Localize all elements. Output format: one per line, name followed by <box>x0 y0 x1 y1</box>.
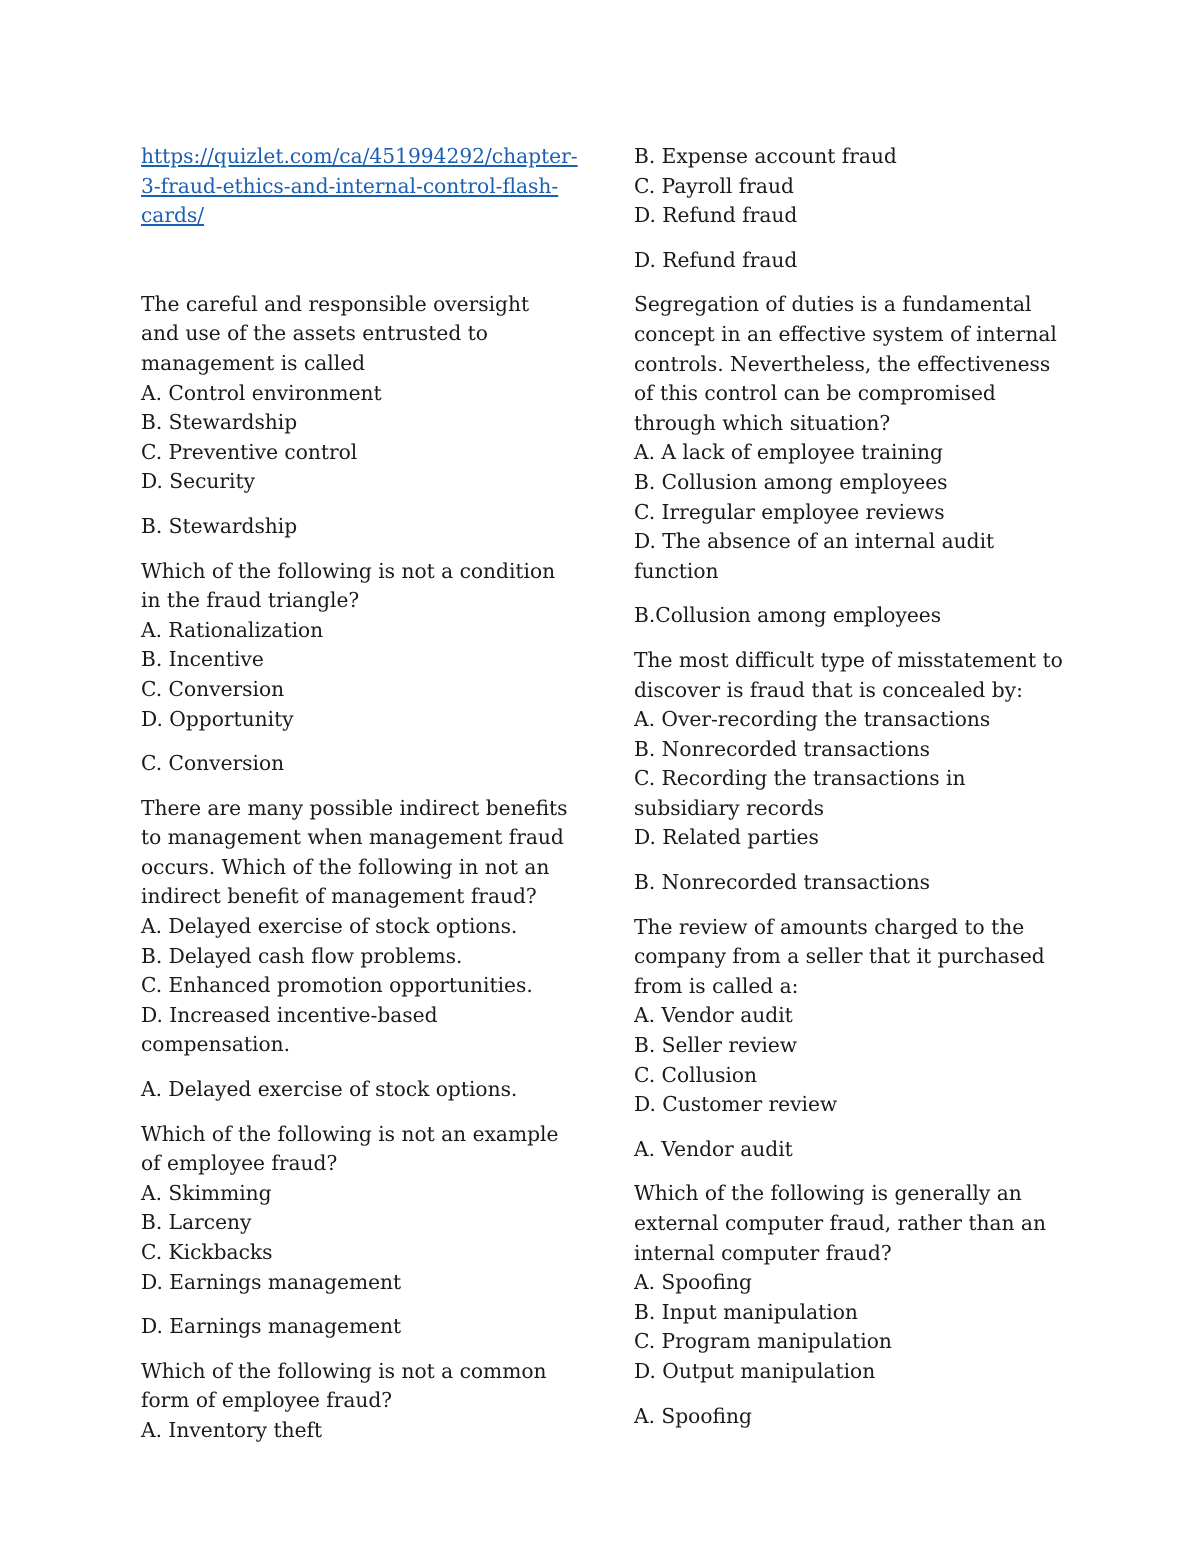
option: A. Rationalization <box>141 617 324 642</box>
answer: B. Nonrecorded transactions <box>634 870 930 895</box>
question-text: Which of the following is not a condition in the fraud triangle? <box>141 558 556 613</box>
option: A. Inventory theft <box>141 1417 323 1442</box>
quizlet-link[interactable]: https://quizlet.com/ca/451994292/chapter-3-fraud-ethics-and-internal-control-flash-cards/ <box>141 144 578 228</box>
answer: C. Conversion <box>141 751 285 776</box>
question-text: Which of the following is not a common form of employee fraud? <box>141 1358 547 1413</box>
option: D. Customer review <box>634 1092 838 1117</box>
question-block <box>634 290 1074 631</box>
question-text: There are many possible indirect benefits to management when management fraud occurs. Which of the following in not an indirect benefit of management fraud? <box>141 795 568 909</box>
answer: B. Stewardship <box>141 513 298 538</box>
option: A. Spoofing <box>634 1270 752 1295</box>
option: D. Opportunity <box>141 706 294 731</box>
option: B. Stewardship <box>141 410 298 435</box>
option: B. Delayed cash flow problems. <box>141 943 463 968</box>
option: B. Larceny <box>141 1210 252 1235</box>
answer: A. Spoofing <box>634 1403 752 1428</box>
option: C. Enhanced promotion opportunities. <box>141 973 533 998</box>
answer: A. Vendor audit <box>634 1136 793 1161</box>
option: C. Program manipulation <box>634 1329 892 1354</box>
option: C. Kickbacks <box>141 1240 273 1264</box>
option: C. Preventive control <box>141 439 358 464</box>
option: B. Seller review <box>634 1033 798 1058</box>
question-block <box>141 557 571 779</box>
question-block <box>634 913 1074 1165</box>
option: D. Refund fraud <box>634 203 798 228</box>
left-column <box>141 142 578 1446</box>
question-text: The most difficult type of misstatement to discover is fraud that is concealed by: <box>634 647 1063 702</box>
question-block <box>634 1179 1074 1431</box>
option: D. Increased incentive-based compensation. <box>141 1002 438 1057</box>
question-block <box>141 290 571 542</box>
question-continuation <box>634 142 1074 275</box>
answer: B.Collusion among employees <box>634 603 942 628</box>
question-text: Which of the following is generally an external computer fraud, rather than an internal computer fraud? <box>634 1181 1046 1265</box>
option: A. Vendor audit <box>634 1003 793 1028</box>
answer: D. Refund fraud <box>634 247 798 272</box>
option: A. Delayed exercise of stock options. <box>141 914 518 939</box>
option: D. Output manipulation <box>634 1358 876 1383</box>
option: A. Over-recording the transactions <box>634 707 991 732</box>
option: C. Payroll fraud <box>634 173 794 198</box>
option: D. Security <box>141 469 256 494</box>
option: B. Collusion among employees <box>634 469 948 494</box>
option: D. The absence of an internal audit function <box>634 529 995 583</box>
option: B. Input manipulation <box>634 1299 858 1324</box>
question-block <box>141 794 571 1105</box>
option: B. Expense account fraud <box>634 144 897 168</box>
option: C. Recording the transactions in subsidiary records <box>634 766 966 820</box>
option: B. Nonrecorded transactions <box>634 736 930 761</box>
right-column <box>634 142 1074 1446</box>
question-text: Segregation of duties is a fundamental concept in an effective system of internal controls. Nevertheless, the effectiveness of this control can be compromised through which situation? <box>634 292 1057 435</box>
question-block <box>141 1120 571 1342</box>
option: A. Control environment <box>141 380 382 405</box>
question-text: Which of the following is not an example of employee fraud? <box>141 1121 559 1176</box>
question-text: The careful and responsible oversight and use of the assets entrusted to management is called <box>141 291 530 375</box>
question-block <box>634 646 1074 898</box>
answer: A. Delayed exercise of stock options. <box>141 1077 518 1102</box>
question-text: The review of amounts charged to the company from a seller that it purchased from is called a: <box>634 914 1045 998</box>
answer: D. Earnings management <box>141 1314 402 1339</box>
option: D. Related parties <box>634 825 819 850</box>
option: A. A lack of employee training <box>634 440 943 465</box>
option: D. Earnings management <box>141 1269 402 1294</box>
option: B. Incentive <box>141 647 264 672</box>
option: C. Conversion <box>141 676 285 701</box>
option: C. Irregular employee reviews <box>634 499 945 524</box>
question-block <box>141 1357 571 1446</box>
option: A. Skimming <box>141 1180 272 1205</box>
option: C. Collusion <box>634 1062 758 1087</box>
